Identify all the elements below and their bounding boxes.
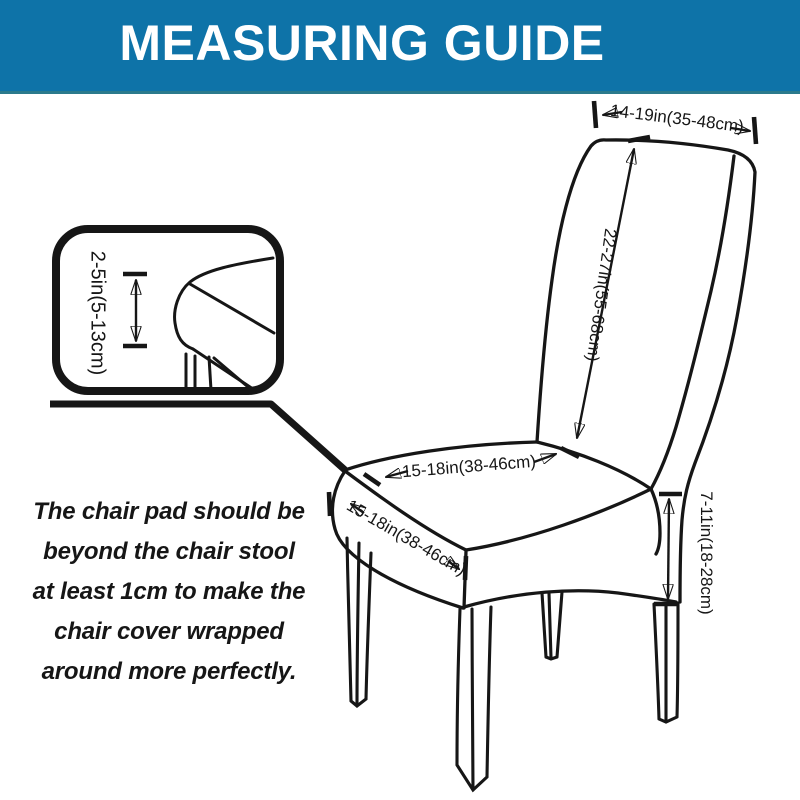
note-line: The chair pad should be [33, 498, 305, 525]
leg-height-label: 7-11in(18-28cm) [697, 491, 716, 615]
instruction-note [19, 492, 319, 692]
seat-depth-label: 15-18in(38-46cm) [343, 495, 470, 580]
seat-front-left-tick [364, 474, 380, 485]
pad-overhang-label: 2-5in(5-13cm) [86, 250, 109, 376]
note-line: around more perfectly. [41, 658, 297, 685]
inset-pad-sketch [175, 258, 274, 392]
chair-legs [347, 538, 678, 790]
note-line: chair cover wrapped [54, 618, 284, 645]
leg-front-left [347, 538, 371, 706]
page-title: MEASURING GUIDE [119, 15, 605, 71]
back-width-label: 14-19in(35-48cm) [609, 100, 745, 137]
chair-back [537, 140, 755, 602]
note-line: at least 1cm to make the [32, 578, 306, 605]
leg-back-right [654, 603, 678, 722]
back-width-right-cap [754, 117, 756, 144]
seat-skirt-right [464, 591, 676, 607]
chair-back-outline [537, 140, 755, 602]
chair-back-inner-edge [651, 156, 734, 489]
seat-width-right-arrow [534, 454, 556, 462]
leg-back-middle [542, 592, 562, 659]
back-height-label: 22-27in(55-68cm) [582, 227, 621, 363]
pad-leg-lines [186, 354, 254, 392]
note-line: beyond the chair stool [43, 538, 295, 565]
back-width-left-cap [594, 101, 596, 128]
leg-front [457, 607, 491, 790]
pad-top-seam [190, 284, 274, 333]
seat-right-back-edge [537, 442, 651, 489]
leg-height-arrow [668, 499, 669, 599]
inset-callout-line [50, 404, 345, 470]
seat-width-label: 15-18in(38-46cm) [401, 451, 537, 482]
skirt-left-tick [329, 492, 330, 516]
seat-right-front-edge [466, 489, 651, 550]
seat-corner-wrinkle [651, 489, 660, 554]
